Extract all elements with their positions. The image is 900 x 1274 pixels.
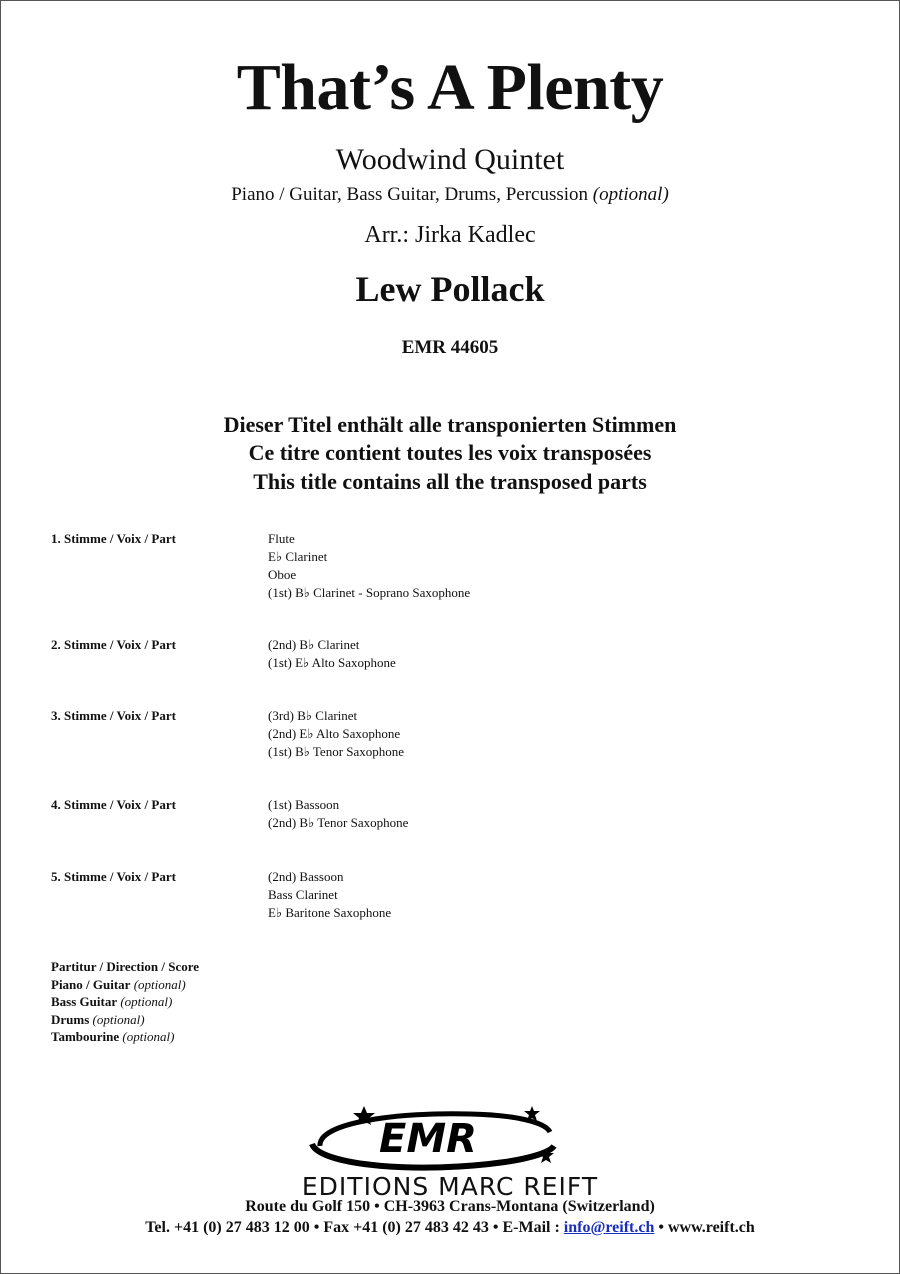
part-instrument: E♭ Baritone Saxophone	[268, 905, 392, 920]
part-instrument: (2nd) E♭ Alto Saxophone	[268, 726, 401, 741]
transposed-note-fr: Ce titre contient toutes les voix transposées	[248, 440, 652, 465]
part-instrument: Bass Clarinet	[268, 887, 338, 902]
extra-part: Partitur / Direction / Score	[51, 959, 200, 974]
part-instrument: (3rd) B♭ Clarinet	[268, 708, 358, 723]
arranger: Arr.: Jirka Kadlec	[364, 222, 536, 248]
publisher-name: EDITIONS MARC REIFT	[301, 1172, 599, 1201]
catalog-number: EMR 44605	[401, 337, 499, 358]
part-1-instruments	[268, 530, 470, 602]
optional-instruments	[0, 184, 900, 206]
extra-part: Drums (optional)	[51, 1011, 145, 1027]
part-3-instruments	[268, 707, 404, 761]
email-link[interactable]: info@reift.ch	[563, 1219, 655, 1236]
website: • www.reift.ch	[658, 1219, 755, 1236]
part-instrument: (1st) B♭ Clarinet - Soprano Saxophone	[268, 585, 471, 600]
transposed-note-en: This title contains all the transposed parts	[253, 469, 647, 494]
part-2-label: 2. Stimme / Voix / Part	[51, 637, 176, 652]
part-4-instruments	[268, 796, 408, 832]
part-instrument: (1st) Bassoon	[268, 797, 340, 812]
part-2-instruments	[268, 636, 396, 672]
extra-part: Tambourine (optional)	[51, 1029, 175, 1044]
part-instrument: (2nd) Bassoon	[268, 869, 344, 884]
part-instrument: (1st) B♭ Tenor Saxophone	[268, 744, 405, 759]
part-1-label: 1. Stimme / Voix / Part	[51, 531, 176, 546]
part-instrument: (1st) E♭ Alto Saxophone	[268, 655, 396, 670]
part-instrument: E♭ Clarinet	[268, 549, 328, 564]
logo-text: EMR	[379, 1116, 477, 1162]
additional-parts	[51, 958, 199, 1046]
part-5-label: 5. Stimme / Voix / Part	[51, 869, 176, 884]
optional-instruments-note: (optional)	[592, 184, 669, 205]
publisher-contact	[0, 1219, 900, 1237]
emr-logo	[300, 1100, 570, 1180]
publisher-address: Route du Golf 150 • CH-3963 Crans-Montana (Switzerland)	[245, 1198, 655, 1215]
contact-phone-fax: Tel. +41 (0) 27 483 12 00 • Fax +41 (0) 27 483 42 43 • E-Mail :	[145, 1219, 560, 1236]
composer: Lew Pollack	[355, 269, 545, 309]
ensemble-subtitle: Woodwind Quintet	[335, 143, 565, 176]
extra-part: Bass Guitar (optional)	[51, 994, 173, 1009]
part-4-label: 4. Stimme / Voix / Part	[51, 797, 176, 812]
part-instrument: (2nd) B♭ Clarinet	[268, 637, 360, 652]
optional-instruments-text: Piano / Guitar, Bass Guitar, Drums, Percussion	[231, 184, 589, 205]
extra-part: Piano / Guitar (optional)	[51, 976, 186, 992]
part-instrument: Flute	[268, 531, 295, 546]
part-3-label: 3. Stimme / Voix / Part	[51, 708, 176, 723]
part-instrument: (2nd) B♭ Tenor Saxophone	[268, 815, 409, 830]
part-5-instruments	[268, 868, 391, 922]
page-title: That’s A Plenty	[236, 51, 664, 124]
part-instrument: Oboe	[268, 567, 297, 582]
transposed-note-de: Dieser Titel enthält alle transponierten Stimmen	[223, 412, 677, 437]
